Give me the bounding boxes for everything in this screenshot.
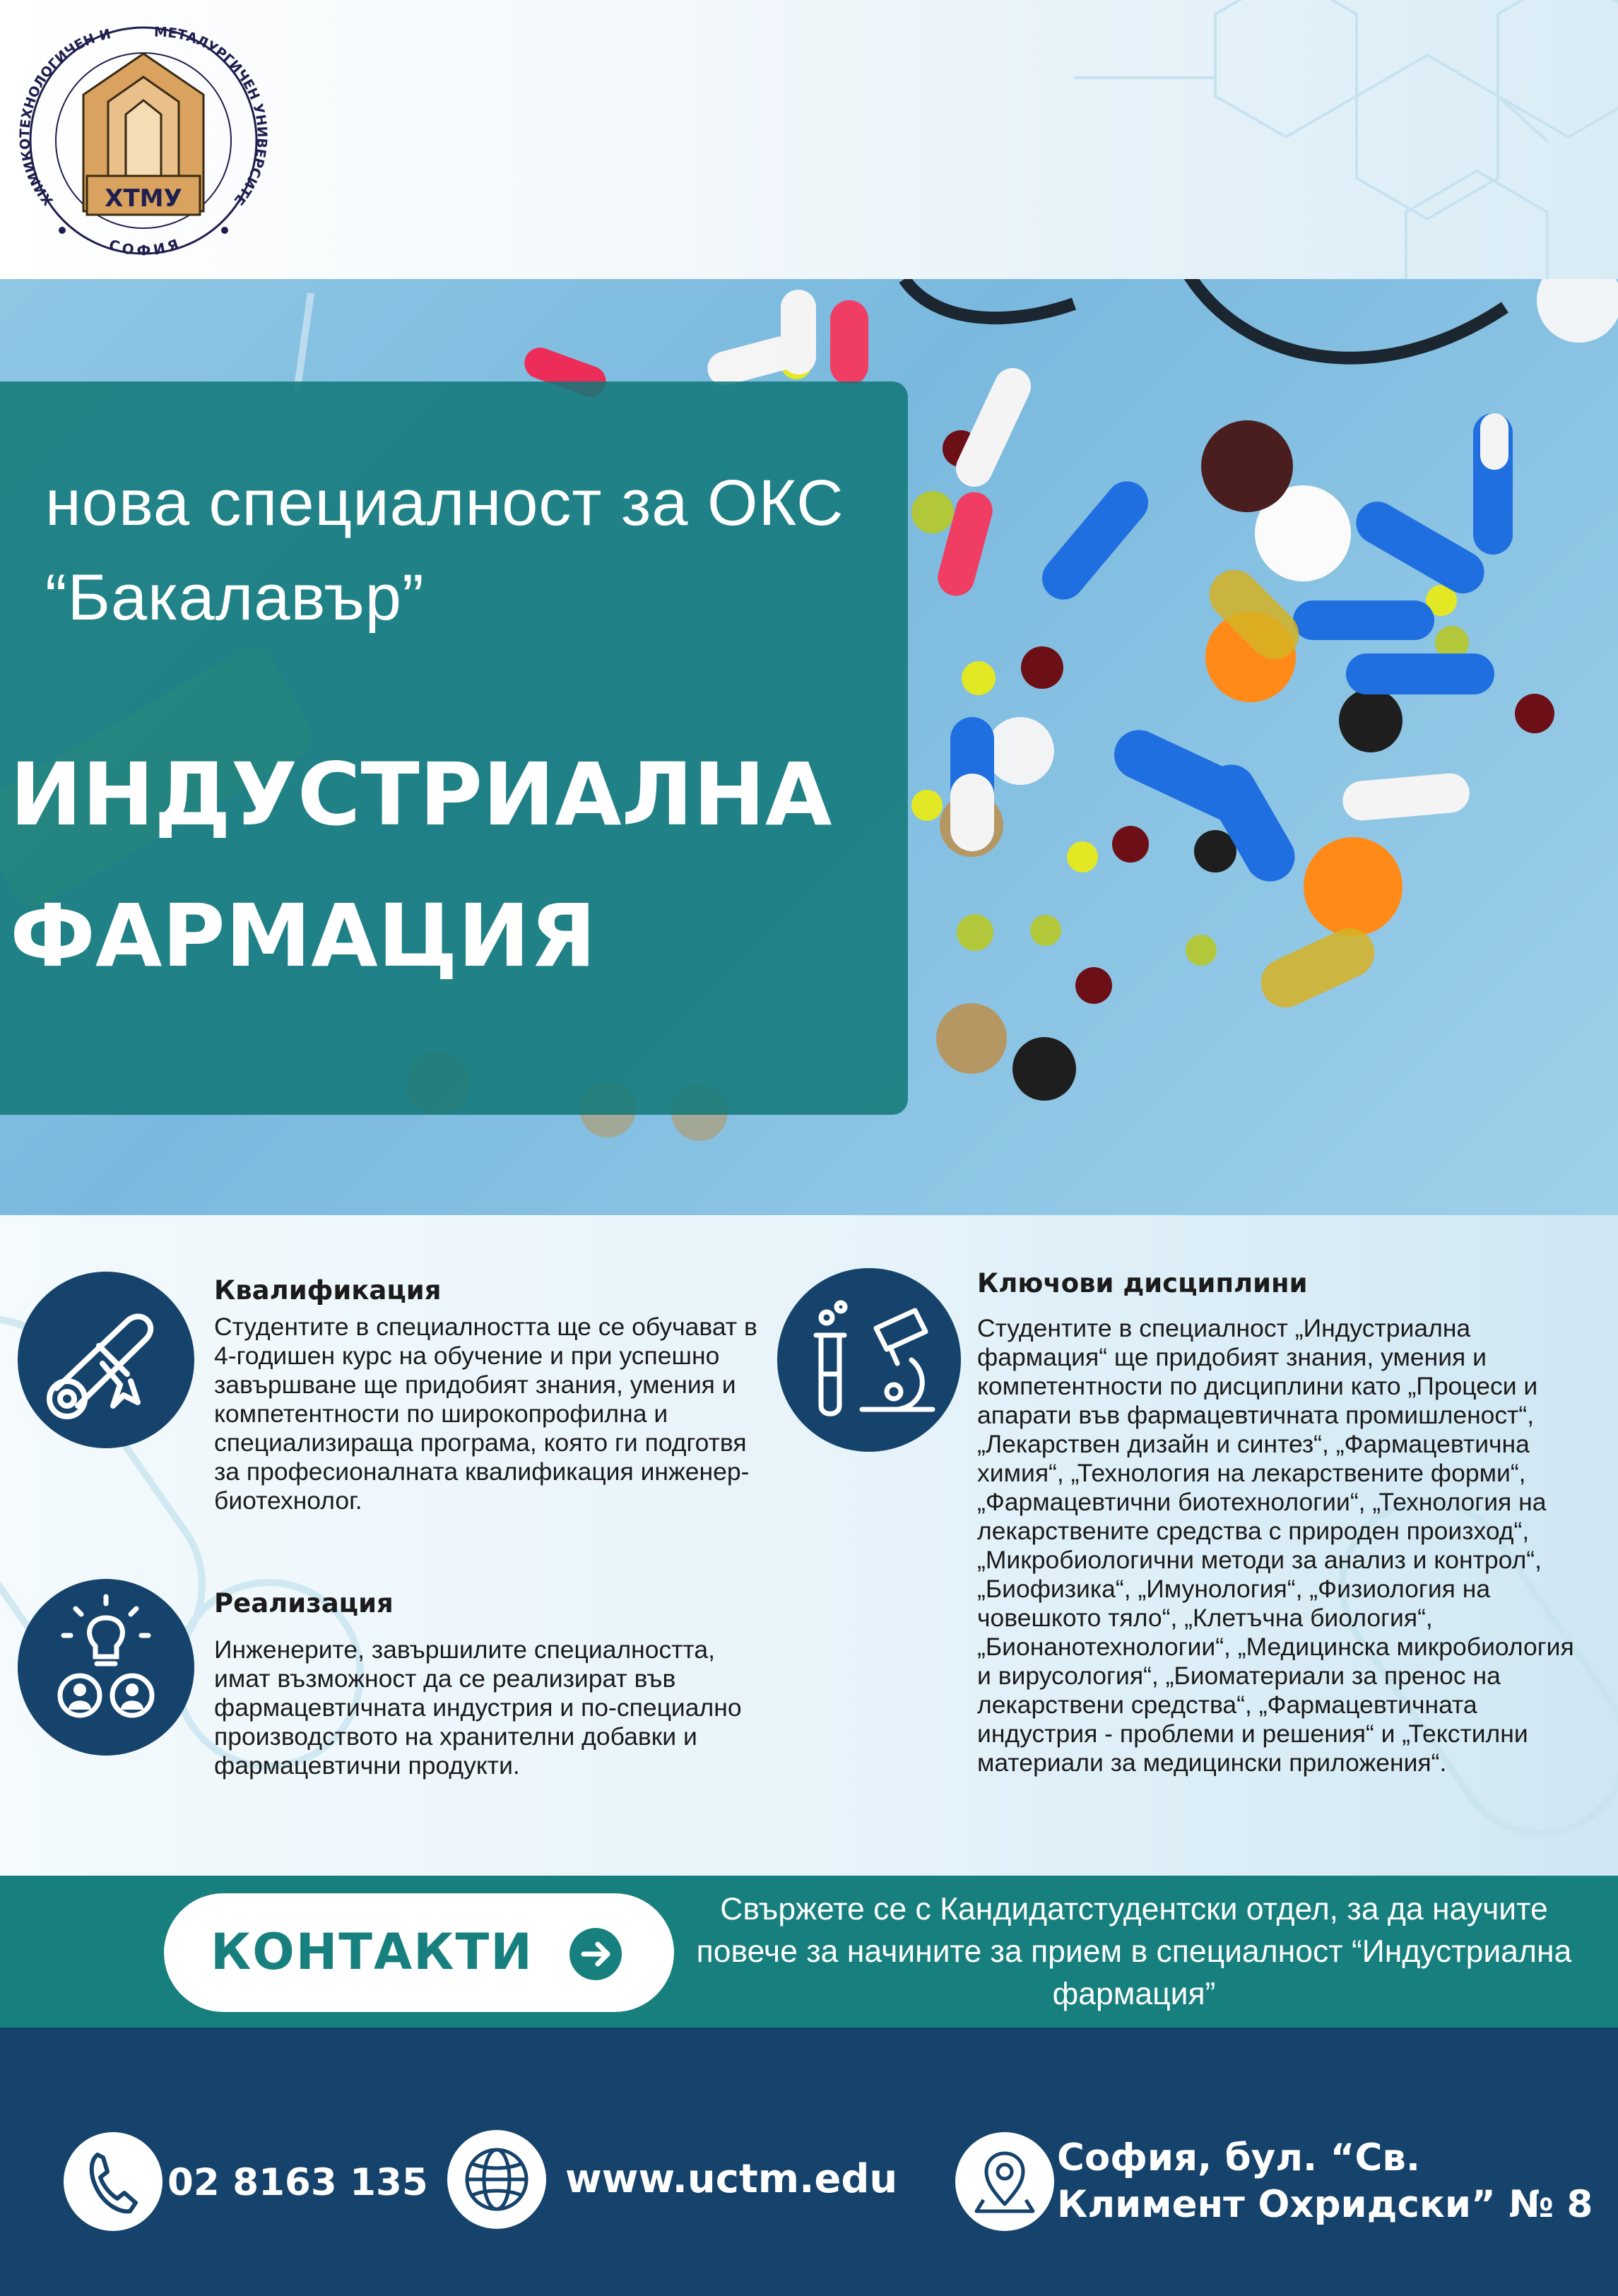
diploma-scroll-icon <box>18 1272 194 1448</box>
qualification-text: Студентите в специалността ще се обучават в 4-годишен курс на обучение и при успешно завършване ще придобият знания, умения и компетентности по широкопрофилна и специализираща програма, която ги подготвя за професионалната квалификация инженер-биотехнолог. <box>214 1313 757 1515</box>
realization-icon-circle <box>18 1579 194 1756</box>
hexagon-pattern-decoration <box>982 0 1618 279</box>
realization-text: Инженерите, завършилите специалността, имат възможност да се реализират във фармацевтичната индустрия и по-специално производството на хранителни добавки и фармацевтични продукти. <box>214 1635 742 1780</box>
disciplines-text: Студентите в специалност „Индустриална фармация“ ще придобият знания, умения и компетентности по дисциплини като „Процеси и апарати във фармацевтичната промишленост“, „Лекарствен дизайн и синтез“, „Фармацевтична химия“, „Технология на лекарствените форми“, „Фармацевтични биотехнологии“, „Технология на лекарствените средства с природен произход“,„Микробиологични методи за анализ и контрол“, „Биофизика“, „Имунология“, „Физиология на човешкото тяло“, „Клетъчна биология“, „Бионанотехнологии“, „Медицинска микробиология и вирусология“, „Биоматериали за пренос на лекарствени средства“, „Фармацевтичната индустрия - проблеми и решения“ и „Текстилни материали за медицински приложения“. <box>977 1314 1574 1777</box>
lab-microscope-icon <box>777 1268 961 1452</box>
team-idea-icon <box>18 1579 194 1756</box>
logo-city: СОФИЯ <box>107 234 184 259</box>
phone-icon <box>64 2132 163 2231</box>
svg-text:СОФИЯ <box>107 235 184 259</box>
contacts-button-label: КОНТАКТИ <box>211 1923 533 1981</box>
header-band <box>0 0 1618 279</box>
logo-abbreviation: ХТМУ <box>105 184 182 213</box>
map-pin-icon <box>955 2132 1054 2231</box>
realization-title: Реализация <box>214 1588 394 1619</box>
footer-phone[interactable]: 02 8163 135 <box>167 2161 428 2204</box>
hero-title: ИНДУСТРИАЛНА ФАРМАЦИЯ <box>10 745 832 986</box>
qualification-title: Квалификация <box>214 1275 442 1306</box>
logo-ring-text-left: ХИМИКОТЕХНОЛОГИЧЕН И <box>17 26 112 208</box>
logo-ring-text-right: МЕТАЛУРГИЧЕН УНИВЕРСИТЕ <box>153 24 270 208</box>
globe-icon <box>447 2130 546 2229</box>
qualification-icon-circle <box>18 1272 194 1448</box>
arrow-right-icon <box>569 1928 622 1980</box>
footer-website[interactable]: www.uctm.edu <box>565 2156 898 2202</box>
contact-info-text: Свържете се с Кандидатстудентски отдел, за да научите повече за начините за прием в специалност “Индустриална фармация” <box>696 1892 1572 2011</box>
hero-subtitle: нова специалност за ОКС “Бакалавър” <box>45 467 844 634</box>
university-logo <box>13 10 274 271</box>
disciplines-icon-circle <box>777 1268 961 1452</box>
footer-address: София, бул. “Св. Климент Охридски” № 8 <box>1057 2136 1593 2226</box>
disciplines-title: Ключови дисциплини <box>977 1268 1308 1298</box>
